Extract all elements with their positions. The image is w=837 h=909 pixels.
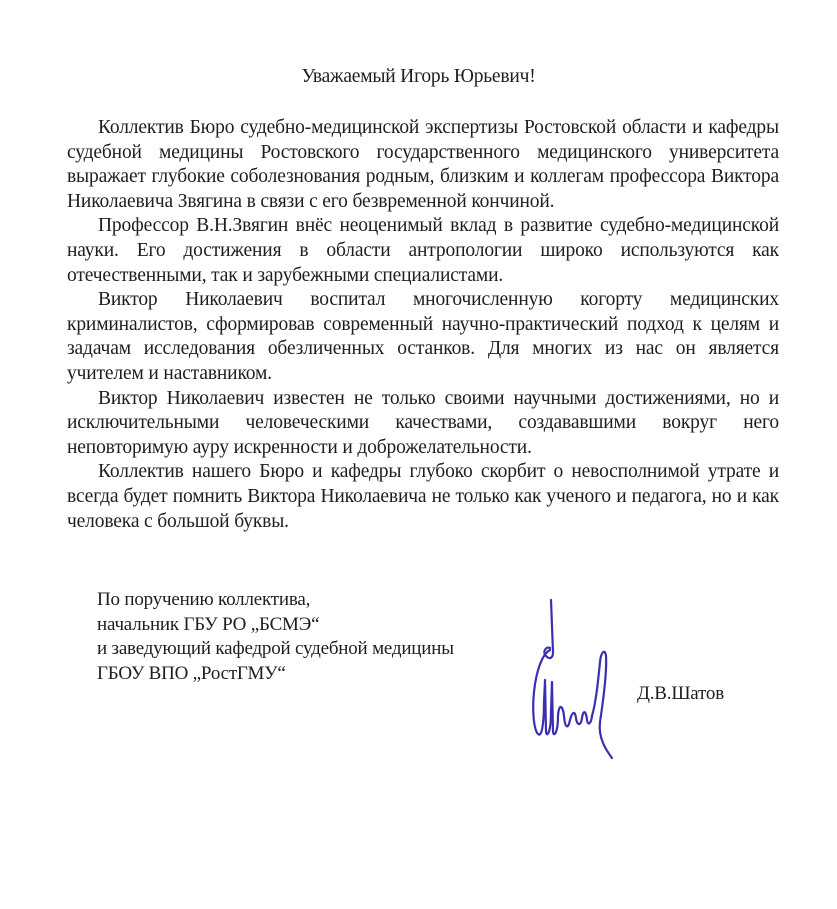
paragraph-teacher: Виктор Николаевич воспитал многочисленную когорту медицинских криминалистов, сформировав современный научно-практический подход к целям и задачам исследования обезличенных останков. Для многих из нас он является учителем и наставником. [67,289,779,384]
signoff-block [97,588,454,686]
signoff-line: ГБОУ ВПО „РостГМУ“ [97,662,286,684]
paragraph-qualities: Виктор Николаевич известен не только своими научными достижениями, но и исключительными человеческими качествами, создававшими вокруг него неповторимую ауру искренности и доброжелательности. [67,387,779,458]
signoff-line: и заведующий кафедрой судебной медицины [97,638,454,659]
signoff-line: По поручению коллектива, [97,589,311,610]
paragraph-condolences: Коллектив Бюро судебно-медицинской экспертизы Ростовской области и кафедры судебной медицины Ростовского государственного медицинского университета выражает глубокие соболезнования родным, близким и коллегам профессора Виктора Николаевича Звягина в связи с его безвременной кончиной. [67,117,779,212]
signer-name: Д.В.Шатов [637,683,724,704]
letter-body [67,116,779,534]
paragraph-contribution: Профессор В.Н.Звягин внёс неоценимый вклад в развитие судебно-медицинской науки. Его достижения в области антропологии широко используются как отечественными, так и зарубежными специалистами. [67,215,779,286]
letter-greeting: Уважаемый Игорь Юрьевич! [301,66,536,87]
signoff-line: начальник ГБУ РО „БСМЭ“ [97,613,320,635]
paragraph-remembrance: Коллектив нашего Бюро и кафедры глубоко скорбит о невосполнимой утрате и всегда будет помнить Виктора Николаевича не только как ученого и педагога, но и как человека с большой буквы. [67,461,779,532]
signature-icon [520,592,640,762]
